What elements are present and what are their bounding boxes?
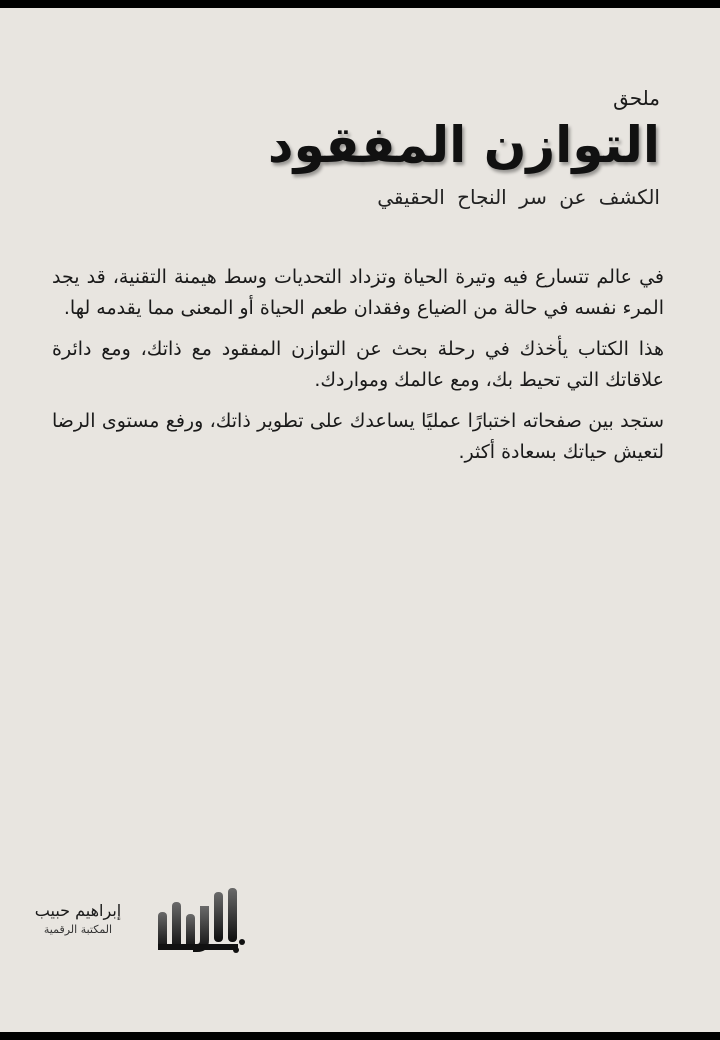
publisher-subtitle: المكتبة الرقمية — [43, 923, 113, 936]
publisher-block — [24, 880, 254, 960]
bottom-border — [0, 1032, 720, 1040]
book-title: التوازن المفقود — [267, 116, 660, 174]
publisher-logo-icon — [152, 884, 248, 956]
blurb-paragraph-2: هذا الكتاب يأخذك في رحلة بحث عن التوازن المفقود مع ذاتك، ومع دائرة علاقاتك التي تحيط بك، ومع عالمك ومواردك. — [52, 338, 664, 391]
top-border — [0, 0, 720, 8]
cover-header — [60, 84, 660, 212]
publisher-name: إبراهيم حبيب — [34, 901, 122, 920]
publisher-text — [24, 900, 132, 938]
blurb-paragraph-3: ستجد بين صفحاته اختبارًا عمليًا يساعدك على تطوير ذاتك، ورفع مستوى الرضا لتعيش حياتك بسعادة أكثر. — [52, 410, 664, 463]
supertitle: ملحق — [613, 86, 660, 110]
blurb-paragraph-1: في عالم تتسارع فيه وتيرة الحياة وتزداد التحديات وسط هيمنة التقنية، قد يجد المرء نفسه في حالة من الضياع وفقدان طعم الحياة أو المعنى مما يقدمه لها. — [52, 266, 664, 319]
blurb — [52, 262, 664, 478]
book-subtitle: الكشف عن سر النجاح الحقيقي — [377, 185, 660, 209]
